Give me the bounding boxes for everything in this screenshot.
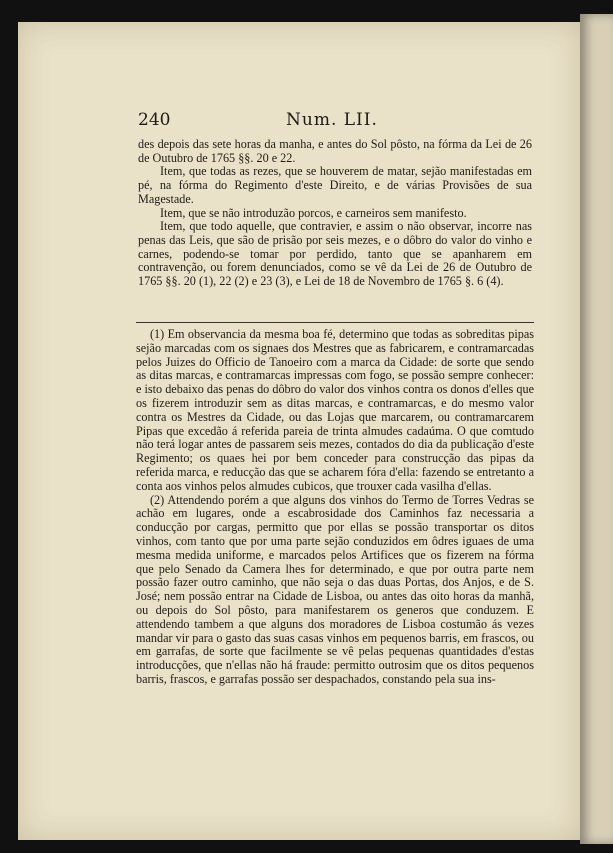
page-header [18, 110, 580, 134]
adjacent-page-edge [580, 14, 613, 844]
page-number: 240 [138, 110, 171, 130]
running-head: Num. LII. [286, 110, 378, 130]
footnote-1: (1) Em observancia da mesma boa fé, determino que todas as sobreditas pipas sejão marcadas com os signaes dos Mestres que as fabricarem, e contramarcadas pelos Juizes do Officio de Tanoeiro com a marca da Cidade: de sorte que sendo as ditas marcas, e contramarcas impressas com fogo, se possão sempre conhecer: e isto debaixo das penas do dôbro do valor dos vinhos contra os donos d'elles que os fizerem introduzir sem as ditas marcas, e contramarcas, e do mesmo valor contra os Mestres da Cidade, ou das Lojas que marcarem, ou contramarcarem Pipas que excedão á referida pareia de trinta almudes cadaúma. O que comtudo não terá logar antes de passarem seis mezes, contados do dia da publicação d'este Regimento; os quaes hei por bem conceder para construcção das pipas da referida marca, e reducção das que se acharem fóra d'ella: fazendo se entretanto a conta aos vinhos pelos almudes cubicos, que trouxer cada vasilha d'ellas. [136, 327, 534, 493]
book-page [18, 22, 580, 840]
body-paragraph: des depois das sete horas da manha, e antes do Sol pôsto, na fórma da Lei de 26 de Outubro de 1765 §§. 20 e 22. [138, 137, 532, 165]
footnote-2: (2) Attendendo porém a que alguns dos vinhos do Termo de Torres Vedras se achão em lugares, onde a escabrosidade dos Caminhos faz necessaria a conducção por cargas, permitto que por ellas se possão transportar os ditos vinhos, com tanto que por uma parte sejão conduzidos em ôdres iguaes de uma mesma medida uniforme, e marcados pelos Artifices que os fizerem na fórma que pelo Senado da Camera lhes for determinado, e que por outra parte nem possão fazer outro caminho, que não seja o das duas Portas, dos Anjos, e de S. José; nem possão entrar na Cidade de Lisboa, ou antes das oito horas da manhã, ou depois do Sol pôsto, para manifestarem os generos que conduzem. E attendendo tambem a que alguns dos moradores de Lisboa costumão ás vezes mandar vir para o gasto das suas casas vinhos em pequenos barris, em frascos, ou em garrafas, de sorte que facilmente se vê pelas pequenas quantidades d'estas introducções, que n'ellas não há fraude: permitto outrosim que os ditos pequenos barris, frascos, e garrafas possão ser despachados, constando pela sua ins- [136, 492, 534, 686]
body-paragraph: Item, que todas as rezes, que se houverem de matar, sejão manifestadas em pé, na fórma do Regimento d'este Direito, e de várias Provisões de sua Magestade. [138, 164, 532, 206]
footnote-rule [136, 322, 534, 323]
body-paragraph: Item, que todo aquelle, que contravier, e assim o não observar, incorre nas penas das Leis, que são de prisão por seis mezes, e o dôbro do valor do vinho e carnes, podendo-se tomar por perdido, tanto que se apanharem em contravenção, ou forem denunciados, como se vê da Lei de 26 de Outubro de 1765 §§. 20 (1), 22 (2) e 23 (3), e Lei de 18 de Novembro de 1765 §. 6 (4). [138, 219, 532, 289]
main-text [138, 138, 532, 289]
footnotes [136, 328, 534, 687]
body-paragraph: Item, que se não introduzão porcos, e carneiros sem manifesto. [160, 205, 467, 220]
